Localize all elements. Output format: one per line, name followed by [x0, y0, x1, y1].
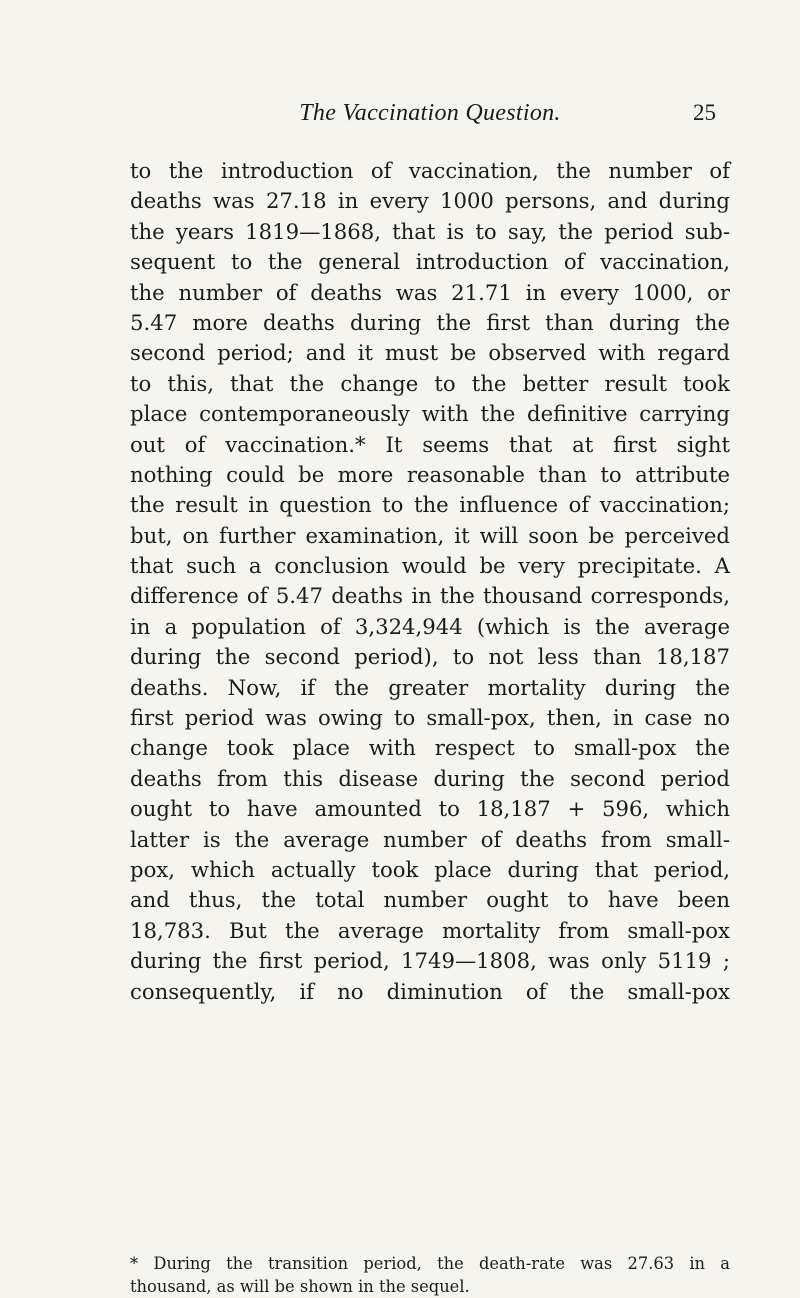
text-line: during the second period), to not less than 18,187: [130, 644, 730, 670]
text-line: 5.47 more deaths during the first than during the: [130, 309, 730, 335]
page-number: 25: [693, 100, 716, 125]
text-line: second period; and it must be observed with regard: [130, 340, 730, 366]
text-line: and thus, the total number ought to have been: [130, 887, 730, 913]
text-line: sequent to the general introduction of vaccination,: [130, 249, 730, 275]
text-line: but, on further examination, it will soon be perceived: [130, 522, 730, 548]
text-line: first period was owing to small-pox, then, in case no: [130, 705, 730, 731]
footnote-line: thousand, as will be shown in the sequel.: [130, 1277, 470, 1296]
text-line: place contemporaneously with the definitive carrying: [130, 401, 730, 427]
text-line: to this, that the change to the better result took: [130, 370, 730, 396]
text-line: change took place with respect to small-pox the: [130, 735, 730, 761]
running-head: [130, 98, 730, 138]
text-line: that such a conclusion would be very precipitate. A: [130, 553, 730, 579]
text-line: during the first period, 1749—1808, was only 5119 ;: [130, 948, 730, 974]
text-line: the number of deaths was 21.71 in every 1000, or: [130, 279, 730, 305]
text-line: ought to have amounted to 18,187 + 596, which: [130, 796, 730, 822]
footnote-line: * During the transition period, the death-rate was 27.63 in a: [130, 1254, 730, 1273]
text-line: difference of 5.47 deaths in the thousand corresponds,: [130, 583, 730, 609]
text-line: 18,783. But the average mortality from small-pox: [130, 917, 730, 943]
text-line: consequently, if no diminution of the small-pox: [130, 978, 730, 1004]
text-line: out of vaccination.* It seems that at first sight: [130, 431, 730, 457]
text-line: the years 1819—1868, that is to say, the period sub-: [130, 218, 730, 244]
footnote: [130, 1252, 730, 1298]
text-line: latter is the average number of deaths from small-: [130, 826, 730, 852]
text-line: deaths was 27.18 in every 1000 persons, and during: [130, 188, 730, 214]
running-title: The Vaccination Question.: [299, 100, 561, 126]
text-line: in a population of 3,324,944 (which is the average: [130, 613, 730, 639]
text-line: nothing could be more reasonable than to attribute: [130, 461, 730, 487]
text-line: deaths. Now, if the greater mortality during the: [130, 674, 730, 700]
text-line: deaths from this disease during the second period: [130, 765, 730, 791]
text-line: pox, which actually took place during that period,: [130, 856, 730, 882]
text-line: the result in question to the influence of vaccination;: [130, 492, 730, 518]
text-line: to the introduction of vaccination, the number of: [130, 158, 730, 183]
body-text: [130, 156, 730, 1007]
